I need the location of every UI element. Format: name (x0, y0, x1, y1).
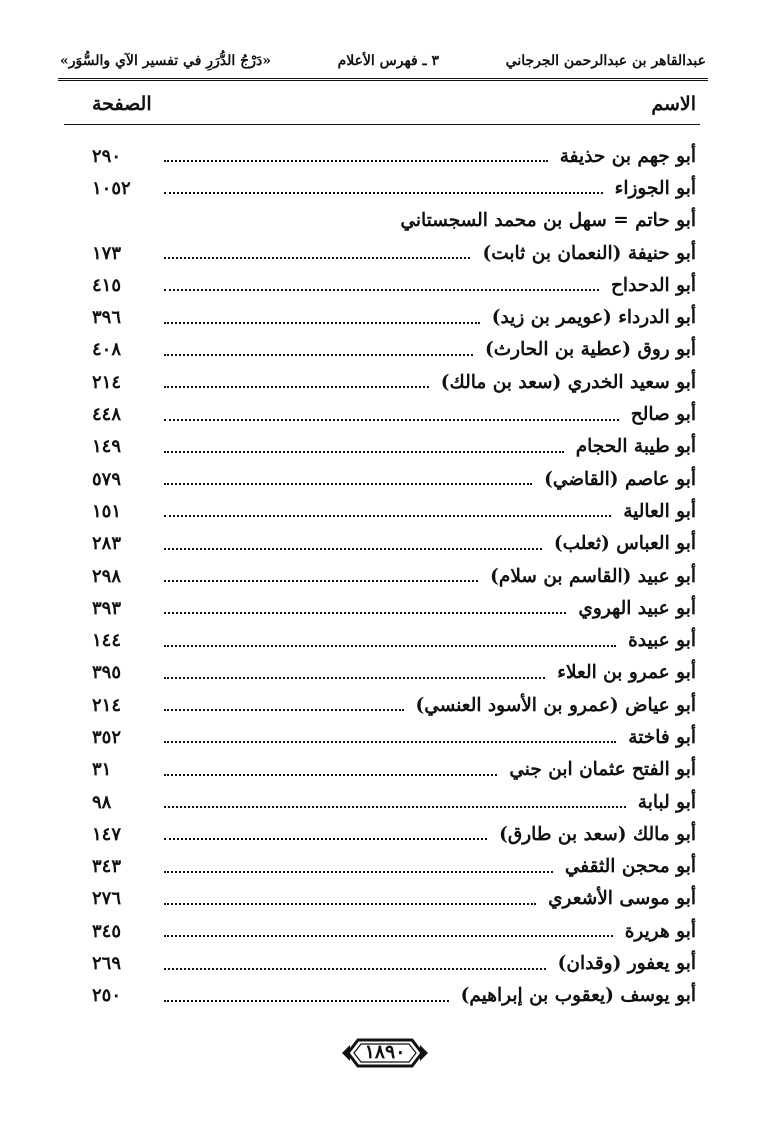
entry-page-number: ١٧٣ (92, 242, 122, 264)
index-entry (92, 721, 696, 753)
dot-leader (164, 871, 553, 873)
index-entry (92, 980, 696, 1012)
dot-leader (164, 838, 487, 840)
index-entry (92, 463, 696, 495)
entry-page-number: ١٤٤ (92, 630, 122, 652)
author-name: عبدالقاهر بن عبدالرحمن الجرجاني (505, 53, 706, 69)
dot-leader (164, 419, 619, 421)
name-column-heading: الاسم (651, 93, 696, 115)
entry-page-number: ٣٤٣ (92, 856, 122, 878)
entry-page-number: ٢١٤ (92, 371, 122, 393)
index-entry (92, 398, 696, 430)
entry-name: أبو يعفور (وقدان) (557, 953, 696, 975)
entry-name: أبو عاصم (القاضي) (544, 468, 696, 490)
dot-leader (164, 580, 478, 582)
entry-name: أبو صالح (630, 404, 696, 426)
entry-page-number: ١٤٧ (92, 823, 122, 845)
entry-page-number: ٩٨ (92, 791, 112, 813)
entry-page-number: ٢٨٣ (92, 533, 122, 555)
entry-name: أبو حنيفة (النعمان بن ثابت) (482, 242, 696, 264)
page-column-heading: الصفحة (92, 93, 152, 115)
entry-name: أبو حاتم = سهل بن محمد السجستاني (400, 210, 696, 232)
entry-page-number: ٢٦٩ (92, 953, 122, 975)
dot-leader (164, 192, 603, 194)
index-entry (92, 560, 696, 592)
entry-name: أبو عبيد (القاسم بن سلام) (490, 565, 696, 587)
entry-page-number: ٣٤٥ (92, 920, 122, 942)
index-entry (92, 334, 696, 366)
entry-page-number: ١٥١ (92, 500, 122, 522)
dot-leader (164, 612, 566, 614)
index-entry (92, 528, 696, 560)
column-headings (92, 88, 696, 120)
dot-leader (164, 354, 473, 356)
entry-name: أبو سعيد الخدري (سعد بن مالك) (440, 371, 696, 393)
entry-name: أبو العباس (ثعلب) (553, 533, 696, 555)
book-title: «دَرْجُ الدُّرَرِ في تفسير الآي والسُّوَر» (60, 53, 271, 69)
dot-leader (164, 515, 611, 517)
entry-page-number: ٤١٥ (92, 274, 122, 296)
index-entry (92, 754, 696, 786)
dot-leader (164, 451, 564, 453)
entry-page-number: ٣٩٥ (92, 662, 122, 684)
dot-leader (164, 289, 599, 291)
entry-page-number: ٣٩٦ (92, 307, 122, 329)
index-entry (92, 947, 696, 979)
entry-page-number: ١٤٩ (92, 436, 122, 458)
entry-name: أبو روق (عطية بن الحارث) (485, 339, 696, 361)
dot-leader (164, 386, 429, 388)
entry-name: أبو عياض (عمرو بن الأسود العنسي) (415, 694, 696, 716)
dot-leader (164, 160, 548, 162)
entry-page-number: ٥٧٩ (92, 468, 122, 490)
dot-leader (164, 1000, 449, 1002)
dot-leader (164, 968, 546, 970)
index-entry (92, 431, 696, 463)
index-entry (92, 657, 696, 689)
column-rule (64, 124, 700, 125)
index-entry (92, 786, 696, 818)
section-title: ٣ ـ فهرس الأعلام (337, 53, 440, 69)
dot-leader (164, 677, 545, 679)
index-entry (92, 301, 696, 333)
index-entry (92, 366, 696, 398)
entry-page-number: ٣٩٣ (92, 597, 122, 619)
dot-leader (164, 548, 542, 550)
entry-page-number: ١٠٥٢ (92, 177, 131, 199)
entry-name: أبو موسى الأشعري (548, 888, 696, 910)
header-rule (58, 78, 708, 81)
entry-name: أبو عبيدة (628, 630, 696, 652)
index-entry (92, 915, 696, 947)
entry-name: أبو لبابة (637, 791, 696, 813)
index-entry (92, 883, 696, 915)
entry-name: أبو يوسف (يعقوب بن إبراهيم) (460, 985, 696, 1007)
entry-page-number: ٢٩٨ (92, 565, 122, 587)
dot-leader (164, 709, 404, 711)
running-header (60, 46, 706, 76)
dot-leader (164, 322, 480, 324)
index-entry (92, 624, 696, 656)
index-entry (92, 851, 696, 883)
index-entry (92, 140, 696, 172)
dot-leader (164, 483, 532, 485)
entry-name: أبو طيبة الحجام (575, 436, 696, 458)
index-entries (92, 140, 696, 1012)
entry-page-number: ٤٠٨ (92, 339, 122, 361)
dot-leader (164, 774, 497, 776)
entry-name: أبو الجوزاء (614, 177, 696, 199)
index-entry (92, 495, 696, 527)
index-entry (92, 172, 696, 204)
entry-page-number: ٤٤٨ (92, 404, 122, 426)
page-number: ١٨٩٠ (364, 1041, 406, 1063)
entry-name: أبو الفتح عثمان ابن جني (509, 759, 696, 781)
entry-page-number: ٣١ (92, 759, 112, 781)
index-entry (92, 689, 696, 721)
entry-page-number: ٢٧٦ (92, 888, 122, 910)
entry-name: أبو الدحداح (610, 274, 696, 296)
entry-name: أبو فاختة (628, 726, 696, 748)
index-entry (92, 818, 696, 850)
entry-name: أبو جهم بن حذيفة (559, 145, 696, 167)
dot-leader (164, 935, 613, 937)
index-entry (92, 237, 696, 269)
entry-name: أبو عمرو بن العلاء (557, 662, 696, 684)
entry-name: أبو العالية (623, 500, 696, 522)
index-entry (92, 269, 696, 301)
index-entry (92, 592, 696, 624)
dot-leader (164, 257, 470, 259)
index-entry (92, 205, 696, 237)
entry-name: أبو مالك (سعد بن طارق) (499, 823, 696, 845)
entry-page-number: ٣٥٢ (92, 726, 122, 748)
dot-leader (164, 903, 536, 905)
dot-leader (164, 645, 616, 647)
entry-name: أبو عبيد الهروي (578, 597, 696, 619)
page-number-ornament (340, 1036, 430, 1070)
entry-page-number: ٢٩٠ (92, 145, 122, 167)
dot-leader (164, 741, 616, 743)
entry-name: أبو الدرداء (عويمر بن زيد) (491, 307, 696, 329)
entry-name: أبو هريرة (624, 920, 696, 942)
dot-leader (164, 806, 626, 808)
entry-page-number: ٢١٤ (92, 694, 122, 716)
entry-name: أبو محجن الثقفي (564, 856, 696, 878)
entry-page-number: ٢٥٠ (92, 985, 122, 1007)
